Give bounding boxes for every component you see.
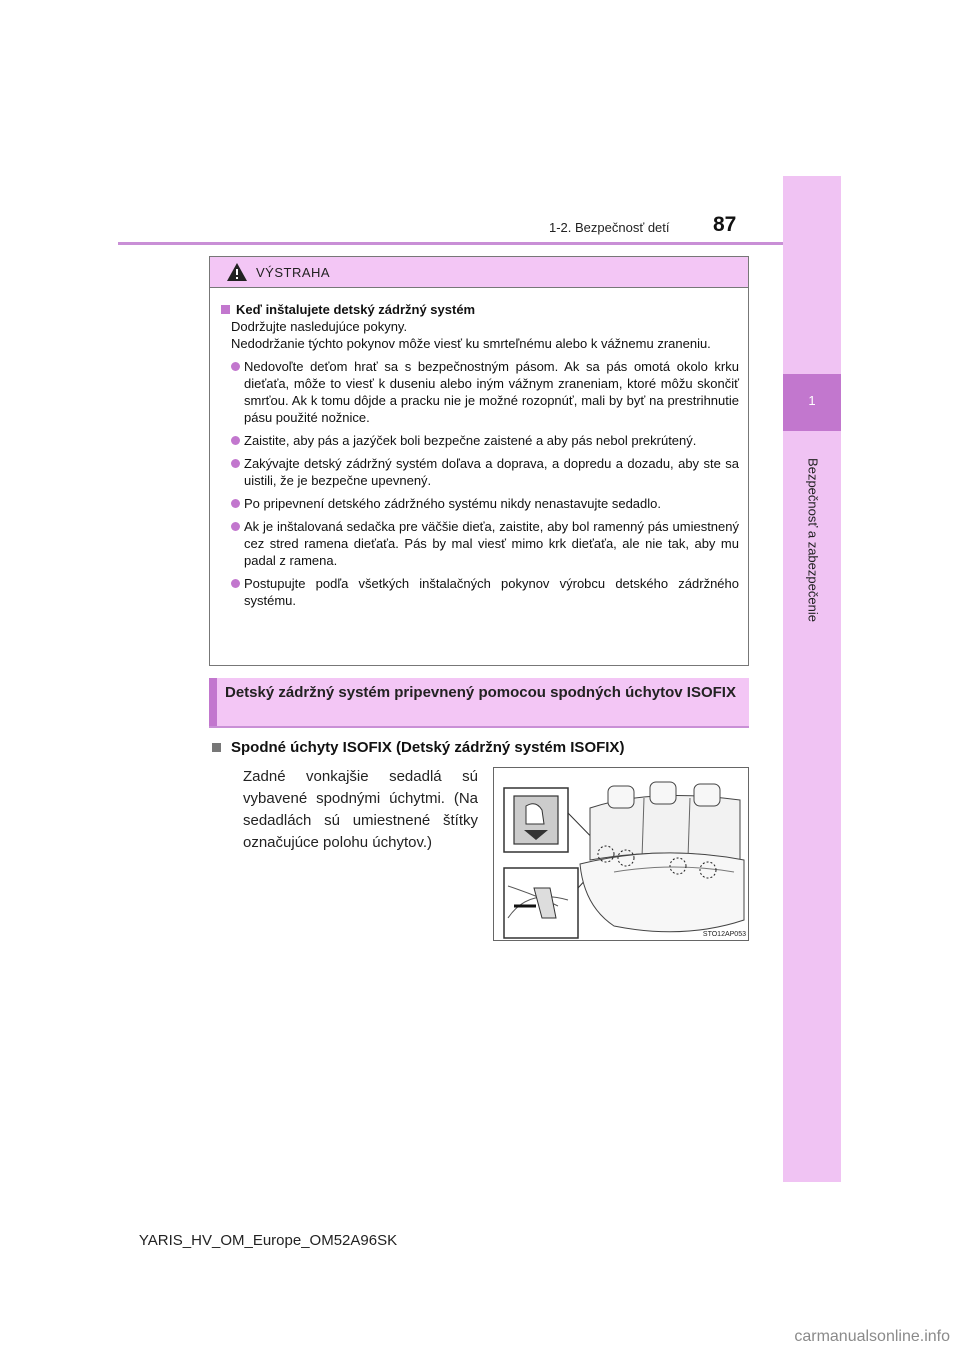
subsection-heading-text: Spodné úchyty ISOFIX (Detský zádržný systém ISOFIX) — [231, 739, 625, 756]
list-item: Zaistite, aby pás a jazýček boli bezpečne zaistené a aby pás nebol prekrútený. — [221, 432, 739, 449]
warning-heading — [221, 301, 739, 318]
chapter-number: 1 — [808, 393, 816, 408]
list-item: Nedovoľte deťom hrať sa s bezpečnostným pásom. Ak sa pás omotá okolo krku dieťaťa, môže to viesť k duseniu alebo iným vážnym zraneniam, ktoré môžu skončiť smrťou. Ak k tomu dôjde a pracku nie je možné rozopnúť, mali by byť na prestrihnutie pásu použité nožnice. — [221, 358, 739, 426]
square-bullet-icon — [221, 305, 230, 314]
warning-intro-2: Nedodržanie týchto pokynov môže viesť ku smrteľnému alebo k vážnemu zraneniu. — [231, 336, 711, 351]
warning-title: VÝSTRAHA — [256, 264, 331, 280]
list-item: Zakývajte detský zádržný systém doľava a doprava, a dopredu a dozadu, aby ste sa uistili, že je bezpečne upevnený. — [221, 455, 739, 489]
section-title: Detský zádržný systém pripevnený pomocou spodných úchytov ISOFIX — [225, 684, 736, 701]
header-rule — [118, 242, 783, 245]
section-heading-box — [209, 678, 749, 728]
bullet-dot-icon — [231, 459, 240, 468]
footer — [0, 1232, 960, 1249]
warning-intro-1: Dodržujte nasledujúce pokyny. — [231, 319, 408, 334]
warning-triangle-icon — [226, 262, 248, 282]
warning-bullet-list — [221, 358, 739, 609]
warning-heading-text: Keď inštalujete detský zádržný systém — [236, 302, 476, 317]
body-paragraph: Zadné vonkajšie sedadlá sú vybavené spodnými úchytmi. (Na sedadlách sú umiestnené štítky označujúce polohu úchytov.) — [243, 768, 478, 851]
warning-body — [210, 288, 748, 609]
isofix-seat-illustration — [493, 767, 749, 941]
figure-code: STO12AP053 — [702, 931, 746, 938]
bullet-dot-icon — [231, 436, 240, 445]
footer-text: YARIS_HV_OM_Europe_OM52A96SK — [138, 1232, 398, 1249]
bullet-dot-icon — [231, 522, 240, 531]
bullet-dot-icon — [231, 362, 240, 371]
chapter-title: Bezpečnosť a zabezpečenie — [805, 458, 821, 622]
list-item: Postupujte podľa všetkých inštalačných pokynov výrobcu detského zádržného systému. — [221, 575, 739, 609]
list-item: Po pripevnení detského zádržného systému nikdy nenastavujte sedadlo. — [221, 495, 739, 512]
chapter-side-tab — [783, 176, 841, 1182]
warning-box — [209, 256, 749, 666]
list-item: Ak je inštalovaná sedačka pre väčšie dieťa, zaistite, aby bol ramenný pás umiestnený cez stred ramena dieťaťa. Pás by mal viesť mimo krk dieťaťa, ale nie tak, aby mu padal z ramena. — [221, 518, 739, 569]
square-bullet-icon — [212, 743, 221, 752]
header-section-title: 1-2. Bezpečnosť detí — [549, 220, 670, 235]
bullet-dot-icon — [231, 579, 240, 588]
watermark: carmanualsonline.info — [794, 1328, 950, 1345]
bullet-dot-icon — [231, 499, 240, 508]
warning-header — [210, 257, 748, 288]
section-accent-bar — [209, 678, 217, 726]
subsection-heading — [212, 739, 624, 756]
page-number: 87 — [713, 213, 737, 236]
rear-seat-drawing — [494, 768, 748, 940]
